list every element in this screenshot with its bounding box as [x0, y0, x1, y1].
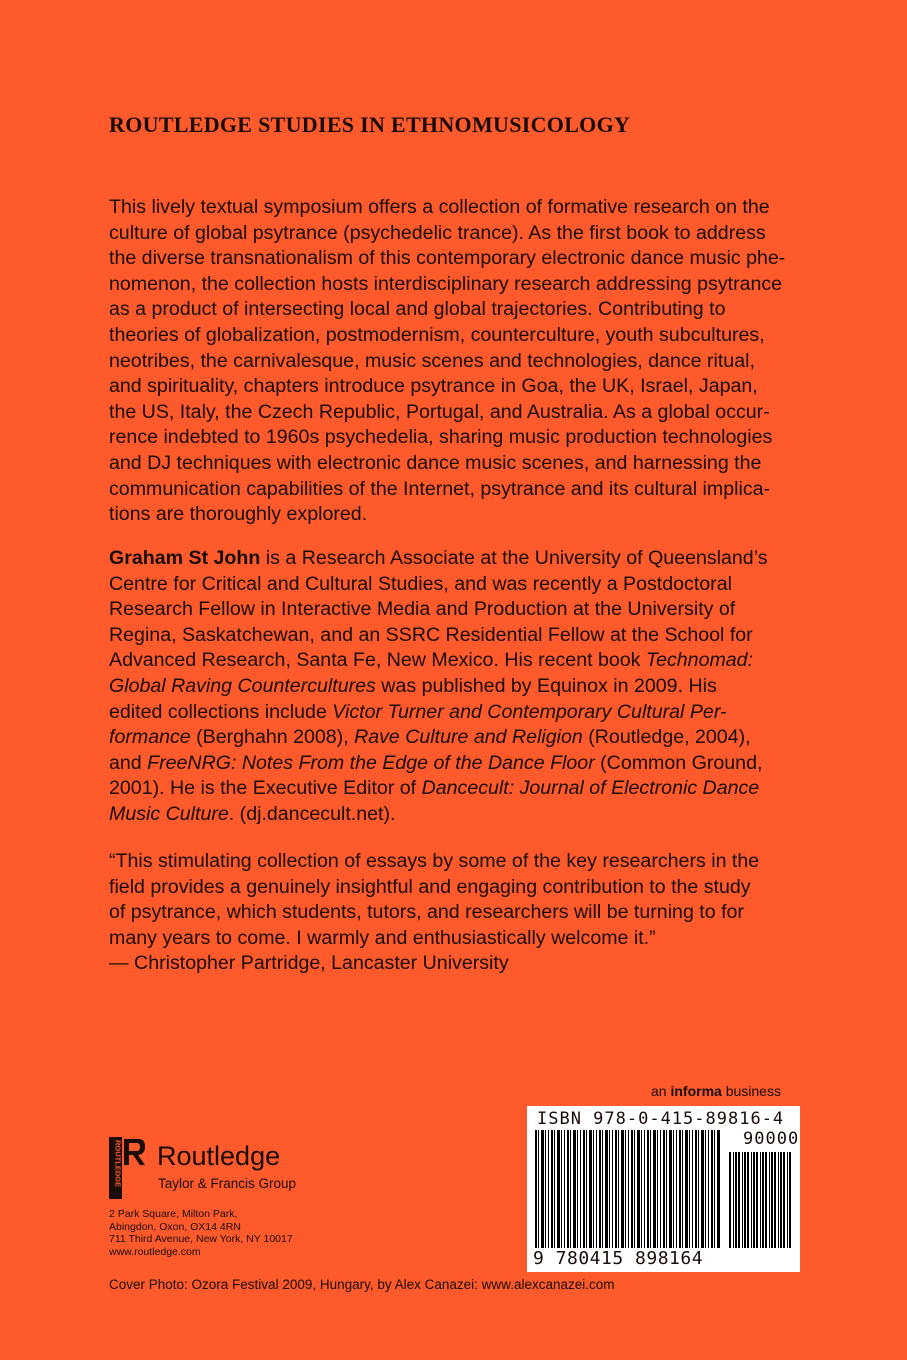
- description-line: as a product of intersecting local and global trajectories. Contributing to: [109, 298, 726, 321]
- quote-line: field provides a genuinely insightful and engaging contribution to the study: [109, 875, 751, 898]
- price-code: 90000: [743, 1129, 800, 1149]
- description-line: and DJ techniques with electronic dance music scenes, and harnessing the: [109, 451, 762, 474]
- quote-attribution: — Christopher Partridge, Lancaster University: [109, 952, 509, 975]
- price-addon-bars: [729, 1152, 791, 1248]
- cover-photo-credit: Cover Photo: Ozora Festival 2009, Hungary, by Alex Canazei: www.alexcanazei.com: [109, 1277, 615, 1292]
- bio-line: Advanced Research, Santa Fe, New Mexico. His recent book Technomad:: [109, 649, 754, 672]
- address-line: Abingdon, Oxon, OX14 4RN: [109, 1220, 241, 1233]
- book-title: Victor Turner and Contemporary Cultural Per-: [332, 700, 727, 723]
- address-line: 711 Third Avenue, New York, NY 10017: [109, 1233, 293, 1246]
- description-line: This lively textual symposium offers a collection of formative research on the: [109, 196, 770, 218]
- quote-line: many years to come. I warmly and enthusiastically welcome it.”: [109, 926, 656, 949]
- description-line: nomenon, the collection hosts interdisciplinary research addressing psytrance: [109, 272, 783, 295]
- bio-line: formance (Berghahn 2008), Rave Culture and Religion (Routledge, 2004),: [109, 726, 751, 749]
- description-line: the diverse transnationalism of this contemporary electronic dance music phe-: [109, 247, 786, 270]
- description-line: the US, Italy, the Czech Republic, Portugal, and Australia. As a global occur-: [109, 400, 770, 423]
- bio-line: and FreeNRG: Notes From the Edge of the Dance Floor (Common Ground,: [109, 751, 763, 774]
- description-line: tions are thoroughly explored.: [109, 503, 368, 526]
- book-title: formance: [109, 726, 191, 749]
- description-line: rence indebted to 1960s psychedelia, sharing music production technologies: [109, 426, 773, 449]
- bio-line: Research Fellow in Interactive Media and Production at the University of: [109, 598, 736, 621]
- address-line: 2 Park Square, Milton Park,: [109, 1208, 238, 1220]
- bio-line: Music Culture. (dj.dancecult.net).: [109, 802, 396, 825]
- bio-line: 2001). He is the Executive Editor of Dancecult: Journal of Electronic Dance: [109, 777, 760, 800]
- book-title: Rave Culture and Religion: [354, 726, 583, 749]
- bio-line: Global Raving Countercultures was published by Equinox in 2009. His: [109, 674, 717, 697]
- bio-line: Graham St John is a Research Associate at the University of Queensland’s: [109, 547, 768, 569]
- series-title: ROUTLEDGE STUDIES IN ETHNOMUSICOLOGY: [109, 112, 631, 137]
- barcode-digits: 9 780415 898164: [533, 1248, 704, 1269]
- description-line: neotribes, the carnivalesque, music scenes and technologies, dance ritual,: [109, 349, 755, 372]
- publisher-name: Routledge: [157, 1141, 281, 1171]
- author-bio: [109, 546, 799, 828]
- book-title: Technomad:: [645, 649, 754, 672]
- bio-line: Regina, Saskatchewan, and an SSRC Residential Fellow at the School for: [109, 623, 753, 646]
- book-title: Global Raving Countercultures: [109, 674, 376, 697]
- endorsement-quote: [109, 849, 799, 977]
- description-line: culture of global psytrance (psychedelic trance). As the first book to address: [109, 221, 766, 244]
- description-line: theories of globalization, postmodernism, counterculture, youth subcultures,: [109, 323, 765, 346]
- bio-line: edited collections include Victor Turner and Contemporary Cultural Per-: [109, 700, 727, 723]
- description-line: communication capabilities of the Internet, psytrance and its cultural implica-: [109, 477, 771, 500]
- book-title: FreeNRG: Notes From the Edge of the Dance Floor: [147, 751, 595, 774]
- publisher-website: www.routledge.com: [109, 1245, 201, 1258]
- emblem-text: ROUTLEDGE: [113, 1140, 123, 1188]
- description-line: and spirituality, chapters introduce psytrance in Goa, the UK, Israel, Japan,: [109, 375, 758, 398]
- book-description: [109, 195, 799, 528]
- isbn-barcode: [527, 1106, 800, 1272]
- isbn-label: ISBN 978-0-415-89816-4: [537, 1109, 785, 1129]
- quote-line: of psytrance, which students, tutors, and researchers will be turning to for: [109, 901, 744, 924]
- routledge-emblem-icon: [109, 1137, 145, 1199]
- author-name: Graham St John: [109, 547, 261, 569]
- journal-title: Dancecult: Journal of Electronic Dance: [421, 777, 760, 800]
- informa-business-label: an informa business: [651, 1083, 781, 1099]
- quote-line: “This stimulating collection of essays by some of the key researchers in the: [109, 850, 760, 872]
- barcode-bars: [535, 1130, 721, 1248]
- publisher-group: Taylor & Francis Group: [158, 1176, 297, 1191]
- publisher-address: [109, 1208, 293, 1258]
- bio-line: Centre for Critical and Cultural Studies, and was recently a Postdoctoral: [109, 572, 732, 595]
- journal-title: Music Culture: [109, 802, 229, 825]
